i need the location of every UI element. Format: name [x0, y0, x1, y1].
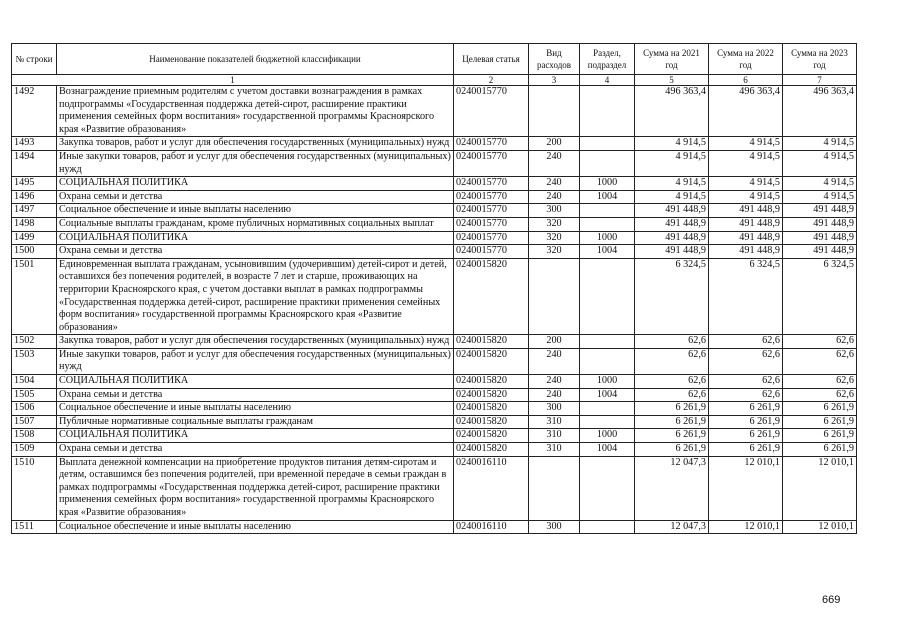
row-sum-2022: 4 914,5: [709, 150, 783, 176]
row-name: Публичные нормативные социальные выплаты гражданам: [57, 415, 454, 429]
row-sum-2021: 491 448,9: [635, 217, 709, 231]
header-sum-2022: Сумма на 2022 год: [709, 44, 783, 75]
row-section: [580, 258, 635, 335]
row-expense-type: 200: [529, 137, 580, 151]
row-sum-2022: 12 010,1: [709, 520, 783, 534]
row-section: [580, 137, 635, 151]
row-section: 1004: [580, 190, 635, 204]
row-target: 0240015820: [454, 375, 529, 389]
row-sum-2023: 491 448,9: [783, 204, 857, 218]
row-expense-type: 320: [529, 217, 580, 231]
row-sum-2023: 4 914,5: [783, 190, 857, 204]
row-sum-2023: 12 010,1: [783, 456, 857, 520]
row-target: 0240015770: [454, 150, 529, 176]
row-number: 1497: [12, 204, 57, 218]
row-sum-2022: 496 363,4: [709, 86, 783, 137]
row-sum-2022: 6 261,9: [709, 415, 783, 429]
row-sum-2021: 6 261,9: [635, 402, 709, 416]
row-target: 0240015770: [454, 204, 529, 218]
row-sum-2022: 491 448,9: [709, 204, 783, 218]
header-expense-type: Вид расходов: [529, 44, 580, 75]
row-sum-2022: 4 914,5: [709, 137, 783, 151]
row-expense-type: 300: [529, 204, 580, 218]
header-sum-2023: Сумма на 2023 год: [783, 44, 857, 75]
row-target: 0240015820: [454, 402, 529, 416]
row-sum-2023: 4 914,5: [783, 150, 857, 176]
table-row: [12, 245, 857, 259]
row-name: Социальное обеспечение и иные выплаты населению: [57, 402, 454, 416]
row-sum-2022: 6 324,5: [709, 258, 783, 335]
row-target: 0240015770: [454, 86, 529, 137]
row-sum-2023: 62,6: [783, 375, 857, 389]
column-number-row: [12, 75, 857, 86]
table-row: [12, 456, 857, 520]
row-number: 1494: [12, 150, 57, 176]
row-sum-2022: 62,6: [709, 335, 783, 349]
row-sum-2021: 491 448,9: [635, 231, 709, 245]
row-number: 1496: [12, 190, 57, 204]
header-target: Целевая статья: [454, 44, 529, 75]
row-name: Вознаграждение приемным родителям с учетом доставки вознаграждения в рамках подпрограммы «Государственная поддержка детей-сирот, расширение практики применения семейных форм воспитания» государственной программы Красноярского края «Развитие образования»: [57, 86, 454, 137]
table-row: [12, 443, 857, 457]
row-sum-2023: 6 261,9: [783, 429, 857, 443]
table-row: [12, 429, 857, 443]
table-row: [12, 177, 857, 191]
row-number: 1510: [12, 456, 57, 520]
row-target: 0240016110: [454, 520, 529, 534]
row-number: 1505: [12, 388, 57, 402]
row-expense-type: 240: [529, 177, 580, 191]
row-section: [580, 456, 635, 520]
row-target: 0240015820: [454, 443, 529, 457]
row-name: Выплата денежной компенсации на приобретение продуктов питания детям-сиротам и детям, оставшимся без попечения родителей, при временной передаче в семьи граждан в рамках подпрограммы «Государственная поддержка детей-сирот, расширение практики применения семейных форм воспитания» государственной программы Красноярского края «Развитие образования»: [57, 456, 454, 520]
row-sum-2023: 6 324,5: [783, 258, 857, 335]
row-sum-2021: 4 914,5: [635, 190, 709, 204]
row-target: 0240016110: [454, 456, 529, 520]
row-number: 1511: [12, 520, 57, 534]
row-expense-type: 300: [529, 402, 580, 416]
row-number: 1495: [12, 177, 57, 191]
row-sum-2023: 6 261,9: [783, 443, 857, 457]
row-section: 1004: [580, 245, 635, 259]
row-sum-2023: 491 448,9: [783, 217, 857, 231]
header-section: Раздел, подраздел: [580, 44, 635, 75]
row-section: 1000: [580, 429, 635, 443]
col-number: 5: [635, 75, 709, 86]
table-row: [12, 402, 857, 416]
row-section: [580, 415, 635, 429]
table-row: [12, 375, 857, 389]
row-section: [580, 402, 635, 416]
row-target: 0240015770: [454, 217, 529, 231]
row-expense-type: 310: [529, 429, 580, 443]
row-target: 0240015770: [454, 177, 529, 191]
row-expense-type: 320: [529, 245, 580, 259]
row-sum-2022: 6 261,9: [709, 402, 783, 416]
row-sum-2021: 491 448,9: [635, 204, 709, 218]
row-sum-2022: 62,6: [709, 375, 783, 389]
col-number: 7: [783, 75, 857, 86]
row-target: 0240015820: [454, 335, 529, 349]
table-row: [12, 388, 857, 402]
row-section: [580, 217, 635, 231]
row-number: 1502: [12, 335, 57, 349]
row-name: Охрана семьи и детства: [57, 388, 454, 402]
row-target: 0240015770: [454, 245, 529, 259]
row-target: 0240015770: [454, 190, 529, 204]
row-name: Закупка товаров, работ и услуг для обеспечения государственных (муниципальных) нужд: [57, 137, 454, 151]
row-expense-type: 240: [529, 375, 580, 389]
row-sum-2022: 4 914,5: [709, 177, 783, 191]
row-expense-type: 310: [529, 415, 580, 429]
row-expense-type: 240: [529, 388, 580, 402]
table-row: [12, 415, 857, 429]
table-row: [12, 190, 857, 204]
row-section: [580, 204, 635, 218]
row-sum-2021: 4 914,5: [635, 150, 709, 176]
header-sum-2021: Сумма на 2021 год: [635, 44, 709, 75]
row-number: 1498: [12, 217, 57, 231]
row-section: 1000: [580, 375, 635, 389]
row-sum-2023: 12 010,1: [783, 520, 857, 534]
row-section: [580, 150, 635, 176]
row-name: Социальное обеспечение и иные выплаты населению: [57, 204, 454, 218]
row-sum-2022: 62,6: [709, 388, 783, 402]
row-sum-2023: 62,6: [783, 348, 857, 374]
row-sum-2023: 6 261,9: [783, 415, 857, 429]
col-number: 4: [580, 75, 635, 86]
table-row: [12, 137, 857, 151]
header-name: Наименование показателей бюджетной классификации: [57, 44, 454, 75]
row-target: 0240015770: [454, 231, 529, 245]
row-target: 0240015820: [454, 388, 529, 402]
table-row: [12, 217, 857, 231]
row-sum-2022: 491 448,9: [709, 245, 783, 259]
row-target: 0240015820: [454, 258, 529, 335]
row-number: 1504: [12, 375, 57, 389]
row-name: СОЦИАЛЬНАЯ ПОЛИТИКА: [57, 375, 454, 389]
row-sum-2021: 6 261,9: [635, 443, 709, 457]
table-row: [12, 258, 857, 335]
row-expense-type: 300: [529, 520, 580, 534]
row-sum-2023: 4 914,5: [783, 177, 857, 191]
row-sum-2021: 62,6: [635, 388, 709, 402]
row-sum-2021: 12 047,3: [635, 456, 709, 520]
page-number: 669: [822, 594, 841, 606]
row-sum-2022: 491 448,9: [709, 217, 783, 231]
row-number: 1500: [12, 245, 57, 259]
header-row: [12, 44, 857, 75]
row-sum-2023: 496 363,4: [783, 86, 857, 137]
row-sum-2021: 491 448,9: [635, 245, 709, 259]
row-name: Иные закупки товаров, работ и услуг для обеспечения государственных (муниципальных) нужд: [57, 150, 454, 176]
table-body: [12, 86, 857, 534]
row-sum-2022: 6 261,9: [709, 429, 783, 443]
row-number: 1492: [12, 86, 57, 137]
row-sum-2021: 4 914,5: [635, 137, 709, 151]
row-sum-2021: 4 914,5: [635, 177, 709, 191]
row-name: СОЦИАЛЬНАЯ ПОЛИТИКА: [57, 231, 454, 245]
row-number: 1508: [12, 429, 57, 443]
row-sum-2023: 6 261,9: [783, 402, 857, 416]
row-sum-2022: 62,6: [709, 348, 783, 374]
table-row: [12, 231, 857, 245]
row-target: 0240015820: [454, 429, 529, 443]
table-row: [12, 150, 857, 176]
row-expense-type: 310: [529, 443, 580, 457]
row-expense-type: 320: [529, 231, 580, 245]
row-section: [580, 348, 635, 374]
row-target: 0240015820: [454, 348, 529, 374]
row-expense-type: [529, 86, 580, 137]
row-sum-2022: 4 914,5: [709, 190, 783, 204]
row-sum-2021: 12 047,3: [635, 520, 709, 534]
row-sum-2023: 62,6: [783, 335, 857, 349]
row-sum-2021: 496 363,4: [635, 86, 709, 137]
row-expense-type: 240: [529, 348, 580, 374]
col-number: 2: [454, 75, 529, 86]
row-expense-type: 240: [529, 190, 580, 204]
table-row: [12, 204, 857, 218]
row-number: 1503: [12, 348, 57, 374]
row-section: 1004: [580, 388, 635, 402]
row-sum-2022: 491 448,9: [709, 231, 783, 245]
table-row: [12, 348, 857, 374]
row-section: [580, 520, 635, 534]
row-number: 1506: [12, 402, 57, 416]
row-number: 1499: [12, 231, 57, 245]
row-number: 1509: [12, 443, 57, 457]
table-row: [12, 86, 857, 137]
table-row: [12, 335, 857, 349]
row-name: СОЦИАЛЬНАЯ ПОЛИТИКА: [57, 429, 454, 443]
row-expense-type: 200: [529, 335, 580, 349]
row-name: Охрана семьи и детства: [57, 443, 454, 457]
row-name: СОЦИАЛЬНАЯ ПОЛИТИКА: [57, 177, 454, 191]
row-expense-type: 240: [529, 150, 580, 176]
row-number: 1501: [12, 258, 57, 335]
row-sum-2021: 6 324,5: [635, 258, 709, 335]
row-expense-type: [529, 258, 580, 335]
row-name: Закупка товаров, работ и услуг для обеспечения государственных (муниципальных) нужд: [57, 335, 454, 349]
col-number: 6: [709, 75, 783, 86]
row-target: 0240015770: [454, 137, 529, 151]
row-name: Единовременная выплата гражданам, усыновившим (удочерившим) детей-сирот и детей, оставшихся без попечения родителей, в возрасте 7 лет и старше, проживающих на территории Красноярского края, с учетом доставки выплат в рамках подпрограммы «Государственная поддержка детей-сирот, расширение практики применения семейных форм воспитания» государственной программы Красноярского края «Развитие образования»: [57, 258, 454, 335]
table-row: [12, 520, 857, 534]
row-target: 0240015820: [454, 415, 529, 429]
row-sum-2022: 6 261,9: [709, 443, 783, 457]
row-sum-2021: 6 261,9: [635, 415, 709, 429]
row-name: Охрана семьи и детства: [57, 245, 454, 259]
row-section: 1004: [580, 443, 635, 457]
row-name: Социальные выплаты гражданам, кроме публичных нормативных социальных выплат: [57, 217, 454, 231]
row-name: Социальное обеспечение и иные выплаты населению: [57, 520, 454, 534]
col-number: 3: [529, 75, 580, 86]
row-sum-2022: 12 010,1: [709, 456, 783, 520]
budget-table: [11, 43, 857, 534]
row-sum-2021: 6 261,9: [635, 429, 709, 443]
row-name: Охрана семьи и детства: [57, 190, 454, 204]
row-sum-2023: 491 448,9: [783, 245, 857, 259]
row-section: [580, 86, 635, 137]
row-sum-2023: 491 448,9: [783, 231, 857, 245]
row-section: 1000: [580, 177, 635, 191]
row-sum-2021: 62,6: [635, 348, 709, 374]
row-section: [580, 335, 635, 349]
row-section: 1000: [580, 231, 635, 245]
row-sum-2021: 62,6: [635, 375, 709, 389]
row-sum-2023: 4 914,5: [783, 137, 857, 151]
row-name: Иные закупки товаров, работ и услуг для обеспечения государственных (муниципальных) нужд: [57, 348, 454, 374]
col-number: 1: [12, 75, 454, 86]
header-row-no: № строки: [12, 44, 57, 75]
row-sum-2023: 62,6: [783, 388, 857, 402]
row-number: 1507: [12, 415, 57, 429]
row-sum-2021: 62,6: [635, 335, 709, 349]
row-number: 1493: [12, 137, 57, 151]
row-expense-type: [529, 456, 580, 520]
